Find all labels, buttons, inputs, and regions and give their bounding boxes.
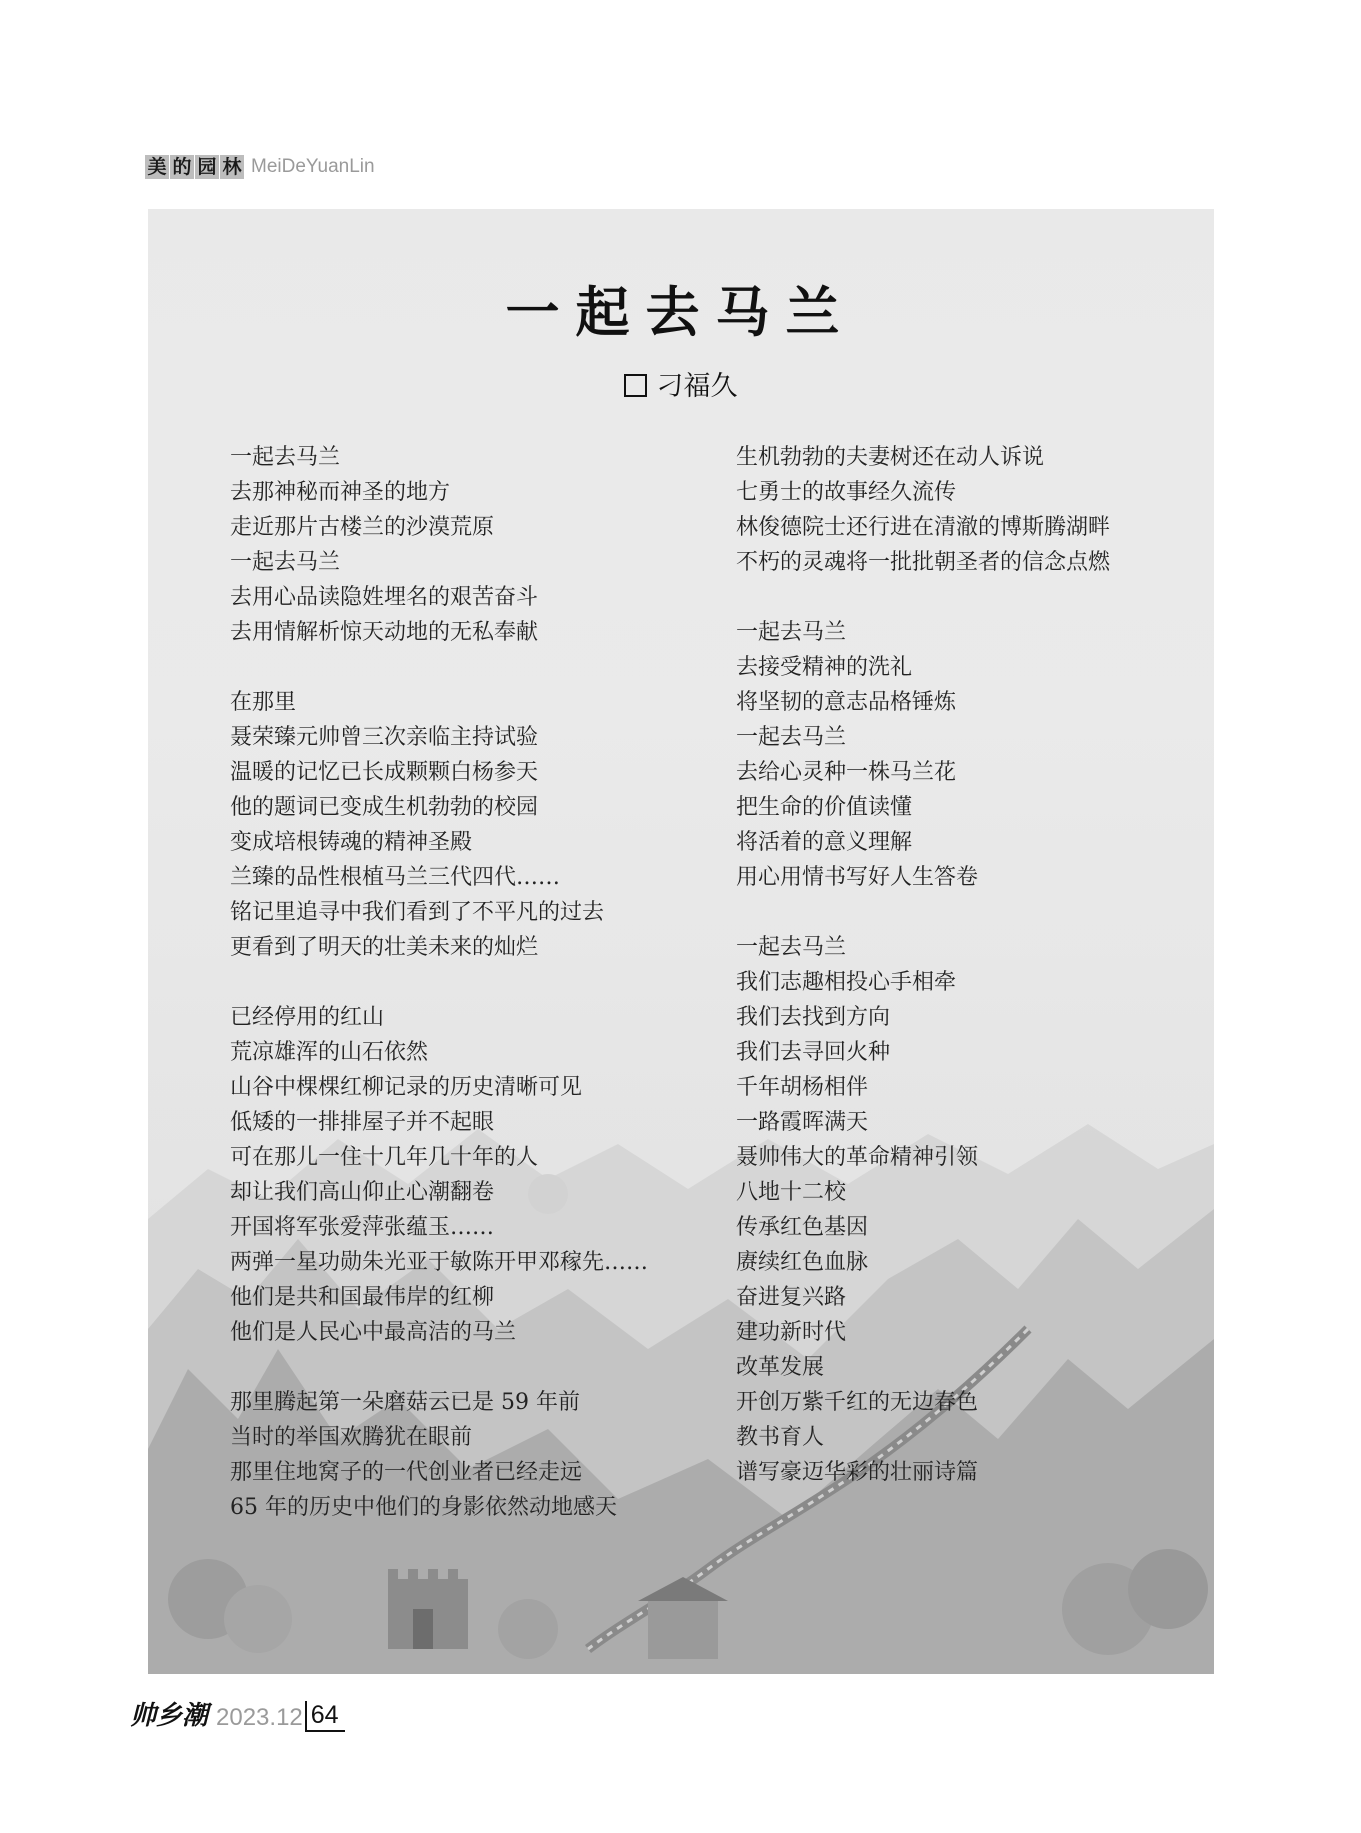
poem-line: 把生命的价值读懂 (736, 795, 913, 820)
poem-line: 一起去马兰 (230, 445, 341, 470)
poem-line: 七勇士的故事经久流传 (736, 480, 957, 505)
section-char: 林 (220, 155, 244, 179)
poem-line: 去接受精神的洗礼 (736, 655, 913, 680)
poem-line: 我们去找到方向 (736, 1005, 891, 1030)
poem-line: 兰臻的品性根植马兰三代四代…… (230, 865, 561, 890)
poem-line: 传承红色基因 (736, 1215, 869, 1240)
poem-line: 当时的举国欢腾犹在眼前 (230, 1425, 473, 1450)
poem-line: 用心用情书写好人生答卷 (736, 865, 979, 890)
poem-line: 两弹一星功勋朱光亚于敏陈开甲邓稼先…… (230, 1250, 649, 1275)
poem-line: 生机勃勃的夫妻树还在动人诉说 (736, 445, 1045, 470)
poem-line: 聂荣臻元帅曾三次亲临主持试验 (230, 725, 539, 750)
author-name: 刁福久 (656, 371, 738, 402)
poem-line: 我们志趣相投心手相牵 (736, 970, 957, 995)
poem-line: 一路霞晖满天 (736, 1110, 869, 1135)
poem-line: 65 年的历史中他们的身影依然动地感天 (230, 1495, 617, 1520)
poem-line: 去给心灵种一株马兰花 (736, 760, 957, 785)
section-char: 的 (170, 155, 194, 179)
poem-line: 一起去马兰 (736, 725, 847, 750)
article-title: 一起去马兰 (505, 280, 856, 344)
page-footer (130, 1696, 345, 1732)
section-char: 园 (195, 155, 219, 179)
poem-right-column (736, 440, 1110, 1490)
poem-line: 低矮的一排排屋子并不起眼 (230, 1110, 495, 1135)
poem-line: 可在那儿一住十几年几十年的人 (230, 1145, 539, 1170)
poem-line: 他的题词已变成生机勃勃的校园 (230, 795, 539, 820)
poem-line: 改革发展 (736, 1355, 825, 1380)
issue-date: 2023.12 (216, 1704, 303, 1731)
poem-line: 去用情解析惊天动地的无私奉献 (230, 620, 539, 645)
poem-line: 教书育人 (736, 1425, 825, 1450)
poem-line: 一起去马兰 (736, 620, 847, 645)
poem-line: 在那里 (230, 690, 297, 715)
poem-line: 将活着的意义理解 (736, 830, 913, 855)
poem-line: 已经停用的红山 (230, 1005, 385, 1030)
stanza-break (230, 650, 648, 685)
poem-line: 去用心品读隐姓埋名的艰苦奋斗 (230, 585, 539, 610)
poem-left-column (230, 440, 648, 1525)
stanza-break (736, 895, 1110, 930)
poem-line: 铭记里追寻中我们看到了不平凡的过去 (230, 900, 605, 925)
poem-line: 赓续红色血脉 (736, 1250, 869, 1275)
poem-line: 八地十二校 (736, 1180, 847, 1205)
poem-line: 将坚韧的意志品格锤炼 (736, 690, 957, 715)
poem-line: 一起去马兰 (736, 935, 847, 960)
stanza-break (230, 965, 648, 1000)
byline-box-icon (624, 374, 647, 397)
page-number: 64 (305, 1701, 345, 1732)
poem-line: 谱写豪迈华彩的壮丽诗篇 (736, 1460, 979, 1485)
poem-line: 更看到了明天的壮美未来的灿烂 (230, 935, 539, 960)
author-byline (0, 364, 1361, 403)
stanza-break (736, 580, 1110, 615)
poem-line: 他们是人民心中最高洁的马兰 (230, 1320, 517, 1345)
magazine-logo: 帅乡潮 (130, 1701, 209, 1731)
poem-line: 变成培根铸魂的精神圣殿 (230, 830, 473, 855)
poem-line: 开国将军张爱萍张蕴玉…… (230, 1215, 495, 1240)
poem-line: 去那神秘而神圣的地方 (230, 480, 451, 505)
poem-line: 林俊德院士还行进在清澈的博斯腾湖畔 (736, 515, 1111, 540)
poem-line: 那里住地窝子的一代创业者已经走远 (230, 1460, 583, 1485)
poem-line: 建功新时代 (736, 1320, 847, 1345)
poem-line: 那里腾起第一朵磨菇云已是 59 年前 (230, 1390, 580, 1415)
poem-line: 却让我们高山仰止心潮翻卷 (230, 1180, 495, 1205)
poem-line: 不朽的灵魂将一批批朝圣者的信念点燃 (736, 550, 1111, 575)
poem-line: 温暖的记忆已长成颗颗白杨参天 (230, 760, 539, 785)
poem-line: 荒凉雄浑的山石依然 (230, 1040, 429, 1065)
poem-line: 我们去寻回火种 (736, 1040, 891, 1065)
section-header (145, 152, 375, 182)
section-english-name: MeiDeYuanLin (251, 156, 375, 177)
poem-line: 奋进复兴路 (736, 1285, 847, 1310)
poem-line: 开创万紫千红的无边春色 (736, 1390, 979, 1415)
section-char: 美 (145, 155, 169, 179)
poem-line: 聂帅伟大的革命精神引领 (736, 1145, 979, 1170)
poem-line: 千年胡杨相伴 (736, 1075, 869, 1100)
poem-line: 一起去马兰 (230, 550, 341, 575)
stanza-break (230, 1350, 648, 1385)
poem-line: 走近那片古楼兰的沙漠荒原 (230, 515, 495, 540)
poem-line: 他们是共和国最伟岸的红柳 (230, 1285, 495, 1310)
poem-line: 山谷中棵棵红柳记录的历史清晰可见 (230, 1075, 583, 1100)
